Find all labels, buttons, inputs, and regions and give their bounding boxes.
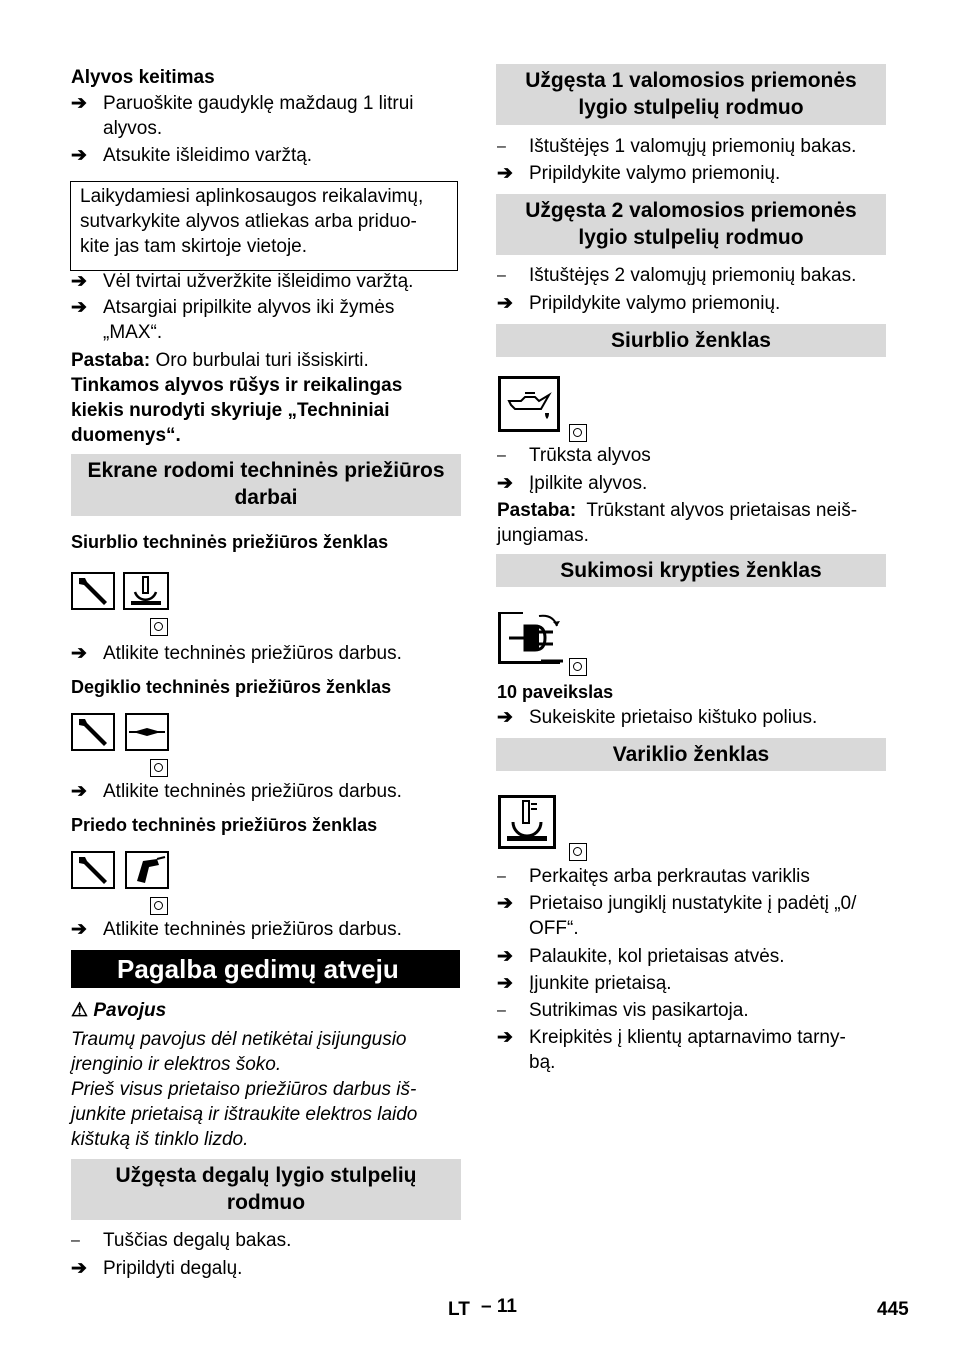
note-text: jungiamas.: [497, 525, 589, 546]
bold-note-line: Tinkamos alyvos rūšys ir reikalingas: [71, 375, 403, 396]
book-info-icon: [569, 843, 587, 861]
footer-local-page: – 11: [481, 1296, 517, 1317]
arrow-right-icon: ➔: [71, 643, 87, 664]
note-text: Oro burbulai turi išsiskirti.: [150, 350, 369, 371]
help-section-title: Pagalba gedimų atveju: [71, 950, 460, 988]
step-text: Atsargiai pripilkite alyvos iki žymės: [103, 297, 395, 318]
fuel-empty-text: Tuščias degalų bakas.: [103, 1230, 292, 1251]
step-text: Paruoškite gaudyklę maždaug 1 litrui: [103, 93, 414, 114]
footer-lang: LT: [448, 1299, 470, 1320]
oil-change-title: Alyvos keitimas: [71, 67, 215, 88]
arrow-right-icon: ➔: [71, 1258, 87, 1279]
step-text: Vėl tvirtai užveržkite išleidimo varžtą.: [103, 271, 414, 292]
fuel-fill-text: Pripildyti degalų.: [103, 1258, 243, 1279]
header-line: rodmuo: [226, 1191, 306, 1214]
header-line: darbai: [234, 486, 298, 509]
arrow-right-icon: ➔: [497, 946, 513, 967]
section-header-detergent-2: [496, 194, 886, 255]
arrow-right-icon: ➔: [497, 1027, 513, 1048]
motor-item-text: Palaukite, kol prietaisas atvės.: [529, 946, 785, 967]
book-info-icon: [150, 618, 168, 636]
pump-maint-title: Siurblio techninės priežiūros ženklas: [71, 532, 389, 552]
step-text: Atlikite techninės priežiūros darbus.: [103, 781, 402, 802]
dash-bullet: –: [497, 1002, 506, 1019]
dash-bullet: –: [71, 1232, 80, 1249]
burner-maint-title: Degiklio techninės priežiūros ženklas: [71, 677, 392, 697]
arrow-right-icon: ➔: [497, 893, 513, 914]
header-line: lygio stulpelių rodmuo: [578, 96, 804, 119]
note-text: Trūkstant alyvos prietaisas neiš-: [576, 500, 858, 521]
danger-line: junkite prietaisą ir ištraukite elektros laido: [71, 1104, 418, 1125]
thermometer-icon: [123, 572, 169, 610]
header-line: Užgęsta 1 valomosios priemonės: [525, 69, 857, 92]
arrow-right-icon: ➔: [71, 781, 87, 802]
section-header-detergent-1: [496, 64, 886, 125]
arrow-right-icon: ➔: [497, 973, 513, 994]
step-text: alyvos.: [103, 118, 163, 139]
arrow-right-icon: ➔: [497, 707, 513, 728]
burner-nozzle-icon: [125, 713, 169, 751]
motor-item-text: Sutrikimas vis pasikartoja.: [529, 1000, 749, 1021]
header-line: Užgęsta 2 valomosios priemonės: [525, 199, 857, 222]
note-label: Pastaba:: [71, 350, 151, 371]
det1-empty-text: Ištuštėjęs 1 valomųjų priemonių bakas.: [529, 136, 857, 157]
arrow-right-icon: ➔: [497, 163, 513, 184]
danger-line: įrenginio ir elektros šoko.: [71, 1054, 282, 1075]
motor-item-text: Perkaitęs arba perkrautas variklis: [529, 866, 810, 887]
dash-bullet: –: [497, 447, 506, 464]
oil-can-icon: [498, 376, 560, 432]
footer-page-number: 445: [877, 1299, 909, 1320]
env-note-line: kite jas tam skirtoje vietoje.: [80, 236, 308, 257]
step-text: Atsukite išleidimo varžtą.: [103, 145, 313, 166]
det-fill-text: Pripildykite valymo priemonių.: [529, 163, 781, 184]
header-line: Užgęsta degalų lygio stulpelių: [115, 1164, 417, 1187]
arrow-right-icon: ➔: [71, 297, 87, 318]
arrow-right-icon: ➔: [71, 145, 87, 166]
step-text: Atlikite techninės priežiūros darbus.: [103, 919, 402, 940]
section-header-fuel: [71, 1159, 461, 1220]
dash-bullet: –: [497, 138, 506, 155]
oil-missing-text: Trūksta alyvos: [529, 445, 651, 466]
wrench-icon: [71, 572, 115, 610]
det-fill-text: Pripildykite valymo priemonių.: [529, 293, 781, 314]
header-line: Ekrane rodomi techninės priežiūros: [87, 459, 445, 482]
figure-label: 10 paveikslas: [497, 682, 614, 702]
dash-bullet: –: [497, 868, 506, 885]
motor-item-text: Įjunkite prietaisą.: [529, 973, 672, 994]
section-header-pump: Siurblio ženklas: [496, 324, 886, 357]
thermometer-icon: [498, 795, 556, 849]
step-text: „MAX“.: [103, 322, 163, 343]
danger-line: Prieš visus prietaiso priežiūros darbus iš-: [71, 1079, 417, 1100]
section-header-motor: Variklio ženklas: [496, 738, 886, 771]
book-info-icon: [569, 658, 587, 676]
step-text: Atlikite techninės priežiūros darbus.: [103, 643, 402, 664]
spray-gun-icon: [125, 851, 169, 889]
note: [71, 348, 369, 373]
arrow-right-icon: ➔: [497, 473, 513, 494]
motor-item-text: Kreipkitės į klientų aptarnavimo tarny-: [529, 1027, 846, 1048]
warning-triangle-icon: ⚠: [71, 1000, 89, 1021]
env-note-line: Laikydamiesi aplinkosaugos reikalavimų,: [80, 186, 424, 207]
wrench-icon: [71, 851, 115, 889]
motor-item-text: Prietaiso jungiklį nustatykite į padėtį „0/: [529, 893, 857, 914]
motor-item-text: bą.: [529, 1052, 556, 1073]
swap-poles-text: Sukeiskite prietaiso kištuko polius.: [529, 707, 818, 728]
arrow-right-icon: ➔: [497, 293, 513, 314]
danger-line: kištuką iš tinklo lizdo.: [71, 1129, 249, 1150]
bold-note-line: duomenys“.: [71, 425, 181, 446]
det2-empty-text: Ištuštėjęs 2 valomųjų priemonių bakas.: [529, 265, 857, 286]
header-line: lygio stulpelių rodmuo: [578, 226, 804, 249]
dash-bullet: –: [497, 267, 506, 284]
note-label: Pastaba:: [497, 500, 577, 521]
env-note-line: sutvarkykite alyvos atliekas arba priduo-: [80, 211, 417, 232]
accessory-maint-title: Priedo techninės priežiūros ženklas: [71, 815, 378, 835]
section-header-rotation: Sukimosi krypties ženklas: [496, 554, 886, 587]
motor-item-text: OFF“.: [529, 918, 579, 939]
danger-line: Traumų pavojus dėl netikėtai įsijungusio: [71, 1029, 407, 1050]
book-info-icon: [569, 424, 587, 442]
bold-note-line: kiekis nurodyti skyriuje „Techniniai: [71, 400, 390, 421]
danger-label: Pavojus: [93, 1000, 167, 1021]
wrench-icon: [71, 713, 115, 751]
arrow-right-icon: ➔: [71, 919, 87, 940]
arrow-right-icon: ➔: [71, 271, 87, 292]
danger-heading: [71, 998, 166, 1023]
book-info-icon: [150, 759, 168, 777]
arrow-right-icon: ➔: [71, 93, 87, 114]
plug-rotation-icon: [498, 612, 560, 664]
note: [497, 498, 857, 523]
section-header-maintenance: [71, 454, 461, 516]
book-info-icon: [150, 897, 168, 915]
oil-fill-text: Įpilkite alyvos.: [529, 473, 648, 494]
